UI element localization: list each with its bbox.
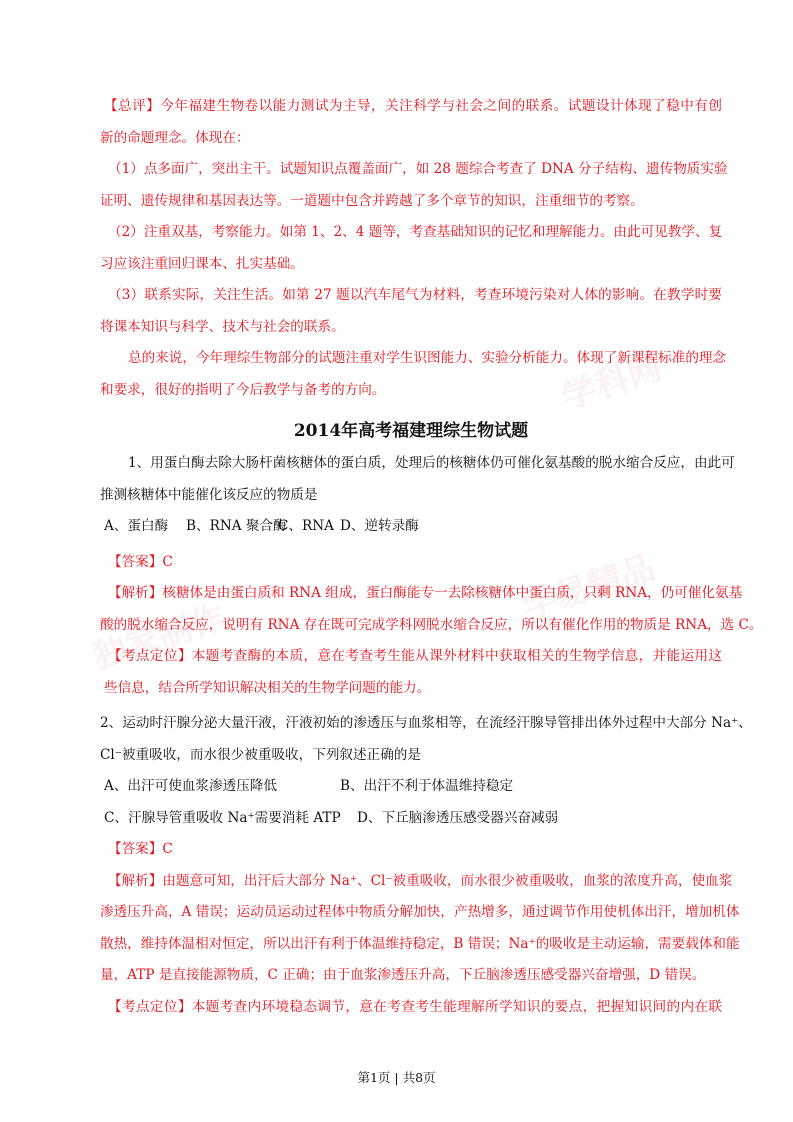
analysis-line: 【解析】核糖体是由蛋白质和 RNA 组成，蛋白酶能专一去除核糖体中蛋白质，只剩 RNA，仍可催化氨基 (108, 585, 743, 601)
option: B、出汗不利于体温维持稳定 (340, 778, 514, 794)
review-line: 将课本知识与科学、技术与社会的联系。 (100, 318, 345, 335)
option: A、出汗可使血浆渗透压降低 (104, 778, 277, 794)
page-title: 2014年高考福建理综生物试题 (293, 421, 529, 441)
option: C、汗腺导管重吸收 Na⁺需要消耗 ATP (104, 809, 341, 826)
option: D、逆转录酶 (340, 518, 419, 534)
question-options (100, 511, 722, 543)
review-line: （1）点多面广，突出主干。试题知识点覆盖面广，如 28 题综合考查了 DNA 分子结构、遗传物质实验 (108, 161, 728, 177)
review-line: 证明、遗传规律和基因表达等。一道题中包含并跨越了多个章节的知识，注重细节的考察。 (100, 192, 644, 209)
watermark: 学科网 (557, 348, 667, 418)
analysis-line: 酸的脱水缩合反应，说明有 RNA 存在既可完成学科网脱水缩合反应，所以有催化作用的物质是 RNA，选 C。 (100, 616, 763, 633)
analysis-line: 【解析】由题意可知，出汗后大部分 Na⁺、Cl⁻被重吸收，而水很少被重吸收，血浆的浓度升高，使血浆 (108, 872, 733, 889)
watermark: 学易精品 (518, 547, 660, 628)
document-page (100, 91, 763, 1023)
review-section (100, 91, 728, 406)
question-stem: 1、用蛋白酶去除大肠杆菌核糖体的蛋白质，处理后的核糖体仍可催化氨基酸的脱水缩合反应，由此可 (128, 455, 735, 471)
review-line: 新的命题理念。体现在： (100, 129, 250, 146)
question-stem: Cl⁻被重吸收，而水很少被重吸收，下列叙述正确的是 (100, 746, 421, 763)
question-stem: 2、运动时汗腺分泌大量汗液，汗液初始的渗透压与血浆相等，在流经汗腺导管排出体外过程中大部分 Na⁺、 (100, 715, 752, 731)
point-line: 【考点定位】本题考查内环境稳态调节，意在考查考生能理解所学知识的要点，把握知识间的内在联 (108, 998, 722, 1015)
point-line: 【考点定位】本题考查酶的本质，意在考查考生能从课外材料中获取相关的生物学信息，并能运用这 (108, 648, 722, 664)
analysis-line: 散热，维持体温相对恒定，所以出汗有利于体温维持稳定，B 错误；Na⁺的吸收是主动运输，需要载体和能 (100, 935, 740, 952)
question-options (100, 771, 722, 803)
question-1 (100, 448, 763, 704)
question-stem: 推测核糖体中能催化该反应的物质是 (100, 486, 318, 503)
review-line: 和要求，很好的指明了今后教学与备考的方向。 (100, 381, 386, 398)
analysis-line: 量，ATP 是直接能源物质，C 正确；由于血浆渗透压升高，下丘脑渗透压感受器兴奋增强，D 错误。 (100, 967, 706, 983)
answer: 【答案】C (108, 841, 173, 857)
option: B、RNA 聚合酶 (186, 518, 287, 534)
review-line: 习应该注重回归课本、扎实基础。 (100, 255, 304, 272)
option: C、RNA (278, 518, 334, 534)
question-2 (100, 708, 752, 1023)
option: A、蛋白酶 (104, 518, 169, 534)
option: D、下丘脑渗透压感受器兴奋减弱 (357, 809, 559, 826)
review-line: 总的来说，今年理综生物部分的试题注重对学生识图能力、实验分析能力。体现了新课程标准的理念 (128, 350, 727, 366)
review-line: （2）注重双基，考察能力。如第 1、2、4 题等，考查基础知识的记忆和理解能力。由此可见教学、复 (108, 224, 723, 240)
point-line: 些信息，结合所学知识解决相关的生物学问题的能力。 (104, 679, 431, 696)
page-footer: 第1页 | 共8页 (357, 1070, 436, 1085)
answer: 【答案】C (108, 553, 173, 570)
review-line: （3）联系实际，关注生活。如第 27 题以汽车尾气为材料，考查环境污染对人体的影响。在教学时要 (108, 287, 722, 303)
question-options (100, 803, 722, 835)
watermark: 独家制作 (88, 597, 230, 678)
analysis-line: 渗透压升高，A 错误；运动员运动过程体中物质分解加快，产热增多，通过调节作用使机体出汗，增加机体 (100, 904, 740, 920)
review-line: 【总评】今年福建生物卷以能力测试为主导，关注科学与社会之间的联系。试题设计体现了稳中有创 (104, 98, 722, 114)
